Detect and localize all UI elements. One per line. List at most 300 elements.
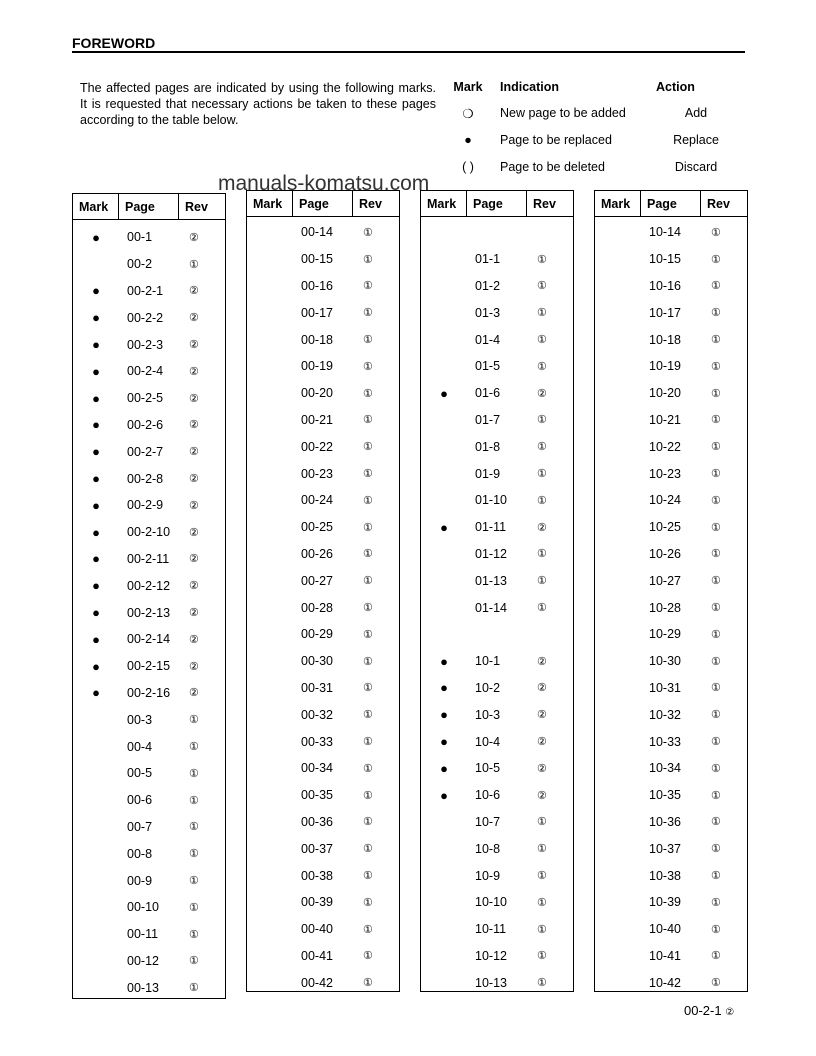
cell-page: 00-7 bbox=[127, 819, 153, 834]
cell-page: 10-19 bbox=[649, 359, 681, 374]
table-row bbox=[595, 246, 747, 273]
cell-page: 00-2-1 bbox=[127, 283, 164, 298]
table-row bbox=[247, 755, 399, 782]
cell-page: 00-2-3 bbox=[127, 337, 164, 352]
revision-table-4 bbox=[594, 190, 748, 992]
cell-rev: ① bbox=[189, 928, 199, 941]
cell-rev: ① bbox=[363, 816, 373, 829]
cell-page: 10-13 bbox=[475, 975, 507, 990]
cell-page: 00-29 bbox=[301, 627, 333, 642]
table-row bbox=[247, 916, 399, 943]
cell-page: 00-8 bbox=[127, 846, 153, 861]
cell-mark: ● bbox=[440, 787, 448, 803]
cell-rev: ① bbox=[189, 955, 199, 968]
table-row bbox=[595, 567, 747, 594]
cell-page: 00-15 bbox=[301, 252, 333, 267]
cell-rev: ① bbox=[363, 575, 373, 588]
table-row bbox=[421, 782, 573, 809]
cell-rev: ① bbox=[189, 982, 199, 995]
cell-page: 00-38 bbox=[301, 868, 333, 883]
cell-page: 00-25 bbox=[301, 520, 333, 535]
cell-page: 10-3 bbox=[475, 707, 501, 722]
cell-page: 01-5 bbox=[475, 359, 501, 374]
cell-rev: ① bbox=[711, 548, 721, 561]
cell-rev: ① bbox=[189, 901, 199, 914]
cell-mark: ● bbox=[92, 497, 100, 513]
table-row bbox=[421, 299, 573, 326]
cell-page: 10-38 bbox=[649, 868, 681, 883]
cell-page: 10-30 bbox=[649, 654, 681, 669]
table-row bbox=[595, 273, 747, 300]
cell-page: 10-22 bbox=[649, 439, 681, 454]
cell-rev: ① bbox=[363, 494, 373, 507]
table-row bbox=[73, 412, 225, 439]
table-row bbox=[247, 433, 399, 460]
table-row bbox=[247, 541, 399, 568]
table-row bbox=[73, 814, 225, 841]
table-row bbox=[73, 224, 225, 251]
cell-rev: ① bbox=[711, 226, 721, 239]
table-row bbox=[421, 541, 573, 568]
cell-mark: ● bbox=[92, 337, 100, 353]
table-row bbox=[595, 809, 747, 836]
cell-page: 10-24 bbox=[649, 493, 681, 508]
cell-rev: ① bbox=[537, 414, 547, 427]
table-row bbox=[73, 385, 225, 412]
table-row bbox=[247, 701, 399, 728]
table-row bbox=[247, 943, 399, 970]
header-rev: Rev bbox=[359, 196, 382, 211]
cell-rev: ① bbox=[363, 521, 373, 534]
cell-page: 00-13 bbox=[127, 980, 159, 995]
table-row bbox=[421, 728, 573, 755]
cell-mark: ● bbox=[92, 658, 100, 674]
cell-rev: ② bbox=[189, 285, 199, 298]
table-row bbox=[595, 219, 747, 246]
table-row bbox=[73, 840, 225, 867]
cell-rev: ① bbox=[711, 468, 721, 481]
cell-page: 10-11 bbox=[475, 922, 507, 937]
cell-rev: ① bbox=[363, 226, 373, 239]
table-row bbox=[247, 353, 399, 380]
cell-rev: ② bbox=[537, 736, 547, 749]
table-row bbox=[595, 594, 747, 621]
cell-rev: ① bbox=[363, 923, 373, 936]
table-row bbox=[73, 974, 225, 1001]
table-row bbox=[421, 353, 573, 380]
cell-mark: ● bbox=[92, 390, 100, 406]
table-row bbox=[73, 438, 225, 465]
cell-page: 00-26 bbox=[301, 546, 333, 561]
cell-page: 00-37 bbox=[301, 841, 333, 856]
cell-mark: ● bbox=[92, 283, 100, 299]
cell-page: 00-2-12 bbox=[127, 578, 171, 593]
cell-page: 00-16 bbox=[301, 278, 333, 293]
cell-rev: ② bbox=[189, 580, 199, 593]
cell-rev: ① bbox=[537, 307, 547, 320]
cell-page: 10-9 bbox=[475, 868, 501, 883]
cell-rev: ① bbox=[363, 548, 373, 561]
table-row bbox=[247, 728, 399, 755]
table-row bbox=[595, 728, 747, 755]
table-row bbox=[421, 433, 573, 460]
cell-mark: ● bbox=[440, 680, 448, 696]
cell-page: 00-4 bbox=[127, 739, 153, 754]
cell-rev: ① bbox=[363, 896, 373, 909]
cell-page: 01-11 bbox=[475, 520, 507, 535]
cell-rev: ① bbox=[711, 950, 721, 963]
table-row bbox=[595, 380, 747, 407]
cell-rev: ① bbox=[711, 789, 721, 802]
table-row bbox=[73, 948, 225, 975]
table-row bbox=[247, 326, 399, 353]
table-row bbox=[73, 519, 225, 546]
cell-page: 10-7 bbox=[475, 814, 501, 829]
cell-page: 00-12 bbox=[127, 953, 159, 968]
table-row bbox=[247, 487, 399, 514]
cell-rev: ① bbox=[363, 280, 373, 293]
cell-rev: ① bbox=[363, 387, 373, 400]
table-row bbox=[73, 680, 225, 707]
cell-mark: ● bbox=[440, 385, 448, 401]
table-row bbox=[73, 278, 225, 305]
cell-rev: ① bbox=[711, 816, 721, 829]
cell-page: 00-6 bbox=[127, 793, 153, 808]
cell-mark: ● bbox=[92, 685, 100, 701]
cell-rev: ② bbox=[189, 392, 199, 405]
table-row bbox=[595, 407, 747, 434]
table-row bbox=[595, 862, 747, 889]
cell-page: 00-3 bbox=[127, 712, 153, 727]
cell-rev: ① bbox=[189, 848, 199, 861]
cell-page: 00-28 bbox=[301, 600, 333, 615]
cell-mark: ● bbox=[92, 229, 100, 245]
cell-mark: ● bbox=[92, 471, 100, 487]
table-row bbox=[421, 407, 573, 434]
header-rev: Rev bbox=[707, 196, 730, 211]
cell-rev: ② bbox=[189, 526, 199, 539]
revision-table-2 bbox=[246, 190, 400, 992]
legend-indication: Page to be replaced bbox=[500, 133, 612, 147]
cell-rev: ① bbox=[363, 441, 373, 454]
table-row bbox=[73, 733, 225, 760]
cell-page: 10-15 bbox=[649, 252, 681, 267]
table-header bbox=[421, 191, 573, 217]
table-row bbox=[595, 782, 747, 809]
cell-page: 00-2 bbox=[127, 257, 153, 272]
cell-mark: ● bbox=[92, 605, 100, 621]
table-row bbox=[595, 326, 747, 353]
cell-page: 00-24 bbox=[301, 493, 333, 508]
cell-page: 00-2-13 bbox=[127, 605, 171, 620]
intro-paragraph: The affected pages are indicated by using the following marks. It is requested that necessary actions be taken to these pages according to the table below. bbox=[80, 81, 436, 127]
cell-page: 10-40 bbox=[649, 922, 681, 937]
table-row bbox=[595, 433, 747, 460]
cell-page: 10-2 bbox=[475, 680, 501, 695]
table-row bbox=[595, 648, 747, 675]
cell-rev: ② bbox=[189, 660, 199, 673]
cell-rev: ① bbox=[537, 602, 547, 615]
page-number bbox=[684, 1003, 734, 1018]
cell-page: 10-18 bbox=[649, 332, 681, 347]
table-row bbox=[73, 653, 225, 680]
cell-rev: ② bbox=[189, 473, 199, 486]
cell-page: 10-32 bbox=[649, 707, 681, 722]
table-row bbox=[73, 626, 225, 653]
cell-rev: ① bbox=[363, 360, 373, 373]
cell-rev: ① bbox=[363, 468, 373, 481]
cell-page: 00-17 bbox=[301, 305, 333, 320]
cell-rev: ② bbox=[189, 499, 199, 512]
header-rev: Rev bbox=[533, 196, 556, 211]
cell-rev: ① bbox=[189, 875, 199, 888]
table-row bbox=[247, 299, 399, 326]
cell-rev: ① bbox=[189, 714, 199, 727]
table-row bbox=[247, 862, 399, 889]
cell-rev: ① bbox=[711, 360, 721, 373]
table-row bbox=[247, 675, 399, 702]
table-row bbox=[247, 648, 399, 675]
cell-rev: ① bbox=[537, 977, 547, 990]
cell-rev: ① bbox=[363, 736, 373, 749]
cell-page: 01-6 bbox=[475, 386, 501, 401]
cell-page: 00-2-11 bbox=[127, 551, 170, 566]
header-page: Page bbox=[641, 191, 701, 216]
header-mark: Mark bbox=[73, 194, 119, 219]
table-row bbox=[247, 835, 399, 862]
table-header bbox=[73, 194, 225, 220]
table-row bbox=[73, 706, 225, 733]
title-rule bbox=[72, 51, 745, 53]
cell-rev: ② bbox=[189, 607, 199, 620]
cell-page: 00-14 bbox=[301, 225, 333, 240]
cell-page: 10-8 bbox=[475, 841, 501, 856]
cell-rev: ② bbox=[537, 387, 547, 400]
table-row bbox=[421, 701, 573, 728]
cell-page: 00-2-2 bbox=[127, 310, 164, 325]
cell-rev: ① bbox=[537, 843, 547, 856]
cell-page: 10-10 bbox=[475, 895, 507, 910]
table-row bbox=[247, 407, 399, 434]
header-page: Page bbox=[467, 191, 527, 216]
cell-page: 10-42 bbox=[649, 975, 681, 990]
table-row bbox=[595, 460, 747, 487]
table-row bbox=[421, 943, 573, 970]
cell-rev: ② bbox=[189, 446, 199, 459]
table-row bbox=[595, 514, 747, 541]
filled-circle-icon: ● bbox=[464, 133, 472, 147]
table-row bbox=[421, 648, 573, 675]
cell-mark: ● bbox=[92, 578, 100, 594]
legend-action: Add bbox=[684, 106, 708, 120]
cell-page: 00-11 bbox=[127, 927, 159, 942]
cell-page: 10-1 bbox=[475, 654, 501, 669]
cell-page: 10-12 bbox=[475, 948, 507, 963]
table-row bbox=[421, 567, 573, 594]
table-row bbox=[421, 246, 573, 273]
table-row bbox=[595, 969, 747, 996]
cell-rev: ① bbox=[537, 360, 547, 373]
legend-header-action: Action bbox=[656, 80, 695, 94]
cell-mark: ● bbox=[92, 310, 100, 326]
cell-page: 10-4 bbox=[475, 734, 501, 749]
cell-rev: ① bbox=[189, 794, 199, 807]
cell-page: 00-2-9 bbox=[127, 498, 164, 513]
watermark: manuals-komatsu.com bbox=[218, 172, 430, 195]
cell-page: 00-27 bbox=[301, 573, 333, 588]
cell-rev: ② bbox=[189, 687, 199, 700]
cell-rev: ① bbox=[537, 923, 547, 936]
cell-page: 00-2-16 bbox=[127, 685, 171, 700]
cell-page: 10-39 bbox=[649, 895, 681, 910]
cell-rev: ① bbox=[711, 870, 721, 883]
cell-page: 00-2-8 bbox=[127, 471, 164, 486]
table-row bbox=[595, 755, 747, 782]
cell-rev: ① bbox=[363, 307, 373, 320]
table-row bbox=[247, 969, 399, 996]
cell-rev: ① bbox=[537, 253, 547, 266]
table-row bbox=[421, 219, 573, 246]
cell-rev: ① bbox=[363, 870, 373, 883]
cell-page: 10-27 bbox=[649, 573, 681, 588]
cell-mark: ● bbox=[440, 653, 448, 669]
legend-action: Discard bbox=[674, 160, 718, 174]
footer-rev: ② bbox=[725, 1007, 735, 1018]
table-row bbox=[73, 251, 225, 278]
cell-page: 10-17 bbox=[649, 305, 681, 320]
cell-rev: ① bbox=[711, 414, 721, 427]
table-row bbox=[247, 594, 399, 621]
table-row bbox=[73, 572, 225, 599]
cell-rev: ② bbox=[189, 553, 199, 566]
cell-page: 00-19 bbox=[301, 359, 333, 374]
cell-rev: ① bbox=[711, 334, 721, 347]
cell-rev: ① bbox=[711, 655, 721, 668]
cell-rev: ① bbox=[711, 280, 721, 293]
table-row bbox=[595, 701, 747, 728]
cell-page: 00-31 bbox=[301, 680, 333, 695]
cell-page: 00-39 bbox=[301, 895, 333, 910]
cell-page: 00-5 bbox=[127, 766, 153, 781]
table-row bbox=[247, 273, 399, 300]
cell-page: 00-2-14 bbox=[127, 632, 171, 647]
cell-rev: ① bbox=[537, 816, 547, 829]
cell-page: 10-25 bbox=[649, 520, 681, 535]
cell-mark: ● bbox=[92, 524, 100, 540]
cell-rev: ① bbox=[537, 870, 547, 883]
cell-page: 00-2-6 bbox=[127, 417, 164, 432]
cell-rev: ① bbox=[363, 950, 373, 963]
cell-rev: ① bbox=[711, 762, 721, 775]
header-mark: Mark bbox=[421, 191, 467, 216]
cell-mark: ● bbox=[92, 363, 100, 379]
table-row bbox=[247, 782, 399, 809]
cell-rev: ① bbox=[363, 414, 373, 427]
legend-action: Replace bbox=[673, 133, 719, 147]
cell-rev: ① bbox=[711, 521, 721, 534]
cell-page: 01-1 bbox=[475, 252, 501, 267]
cell-rev: ① bbox=[363, 602, 373, 615]
cell-rev: ① bbox=[537, 575, 547, 588]
table-row bbox=[73, 921, 225, 948]
table-row bbox=[595, 889, 747, 916]
cell-page: 00-2-5 bbox=[127, 391, 164, 406]
cell-rev: ① bbox=[363, 789, 373, 802]
cell-page: 10-31 bbox=[649, 680, 681, 695]
cell-page: 10-14 bbox=[649, 225, 681, 240]
cell-rev: ① bbox=[363, 977, 373, 990]
cell-rev: ② bbox=[189, 312, 199, 325]
cell-rev: ① bbox=[189, 741, 199, 754]
cell-page: 00-40 bbox=[301, 922, 333, 937]
header-page: Page bbox=[119, 194, 179, 219]
table-row bbox=[595, 487, 747, 514]
table-row bbox=[73, 304, 225, 331]
cell-rev: ② bbox=[537, 709, 547, 722]
table-row bbox=[421, 889, 573, 916]
cell-rev: ② bbox=[537, 682, 547, 695]
table-row bbox=[421, 514, 573, 541]
legend-indication: Page to be deleted bbox=[500, 160, 605, 174]
cell-rev: ① bbox=[363, 682, 373, 695]
table-row bbox=[421, 594, 573, 621]
cell-rev: ② bbox=[537, 789, 547, 802]
cell-rev: ② bbox=[189, 231, 199, 244]
cell-mark: ● bbox=[92, 444, 100, 460]
cell-page: 00-9 bbox=[127, 873, 153, 888]
cell-rev: ① bbox=[711, 709, 721, 722]
cell-page: 10-21 bbox=[649, 412, 681, 427]
cell-rev: ② bbox=[189, 339, 199, 352]
table-row bbox=[247, 621, 399, 648]
revision-table-1 bbox=[72, 193, 226, 999]
cell-rev: ① bbox=[711, 736, 721, 749]
cell-mark: ● bbox=[440, 707, 448, 723]
table-row bbox=[421, 809, 573, 836]
cell-rev: ① bbox=[711, 253, 721, 266]
cell-mark: ● bbox=[440, 519, 448, 535]
table-row bbox=[247, 219, 399, 246]
cell-rev: ① bbox=[711, 977, 721, 990]
table-header bbox=[595, 191, 747, 217]
open-circle-icon: ❍ bbox=[462, 107, 474, 121]
cell-mark: ● bbox=[440, 734, 448, 750]
header-page: Page bbox=[293, 191, 353, 216]
cell-page: 10-5 bbox=[475, 761, 501, 776]
table-row bbox=[595, 675, 747, 702]
table-row bbox=[421, 969, 573, 996]
header-rev: Rev bbox=[185, 199, 208, 214]
cell-rev: ① bbox=[189, 821, 199, 834]
cell-page: 10-35 bbox=[649, 788, 681, 803]
cell-rev: ① bbox=[189, 258, 199, 271]
cell-rev: ① bbox=[711, 682, 721, 695]
table-row bbox=[247, 567, 399, 594]
table-row bbox=[73, 358, 225, 385]
cell-rev: ① bbox=[189, 767, 199, 780]
table-row bbox=[421, 326, 573, 353]
cell-page: 00-10 bbox=[127, 900, 159, 915]
cell-rev: ① bbox=[363, 843, 373, 856]
cell-page: 00-30 bbox=[301, 654, 333, 669]
table-row bbox=[595, 353, 747, 380]
cell-rev: ① bbox=[711, 575, 721, 588]
cell-rev: ② bbox=[537, 521, 547, 534]
cell-page: 00-2-7 bbox=[127, 444, 164, 459]
table-row bbox=[595, 943, 747, 970]
cell-page: 00-35 bbox=[301, 788, 333, 803]
legend-indication: New page to be added bbox=[500, 106, 626, 120]
